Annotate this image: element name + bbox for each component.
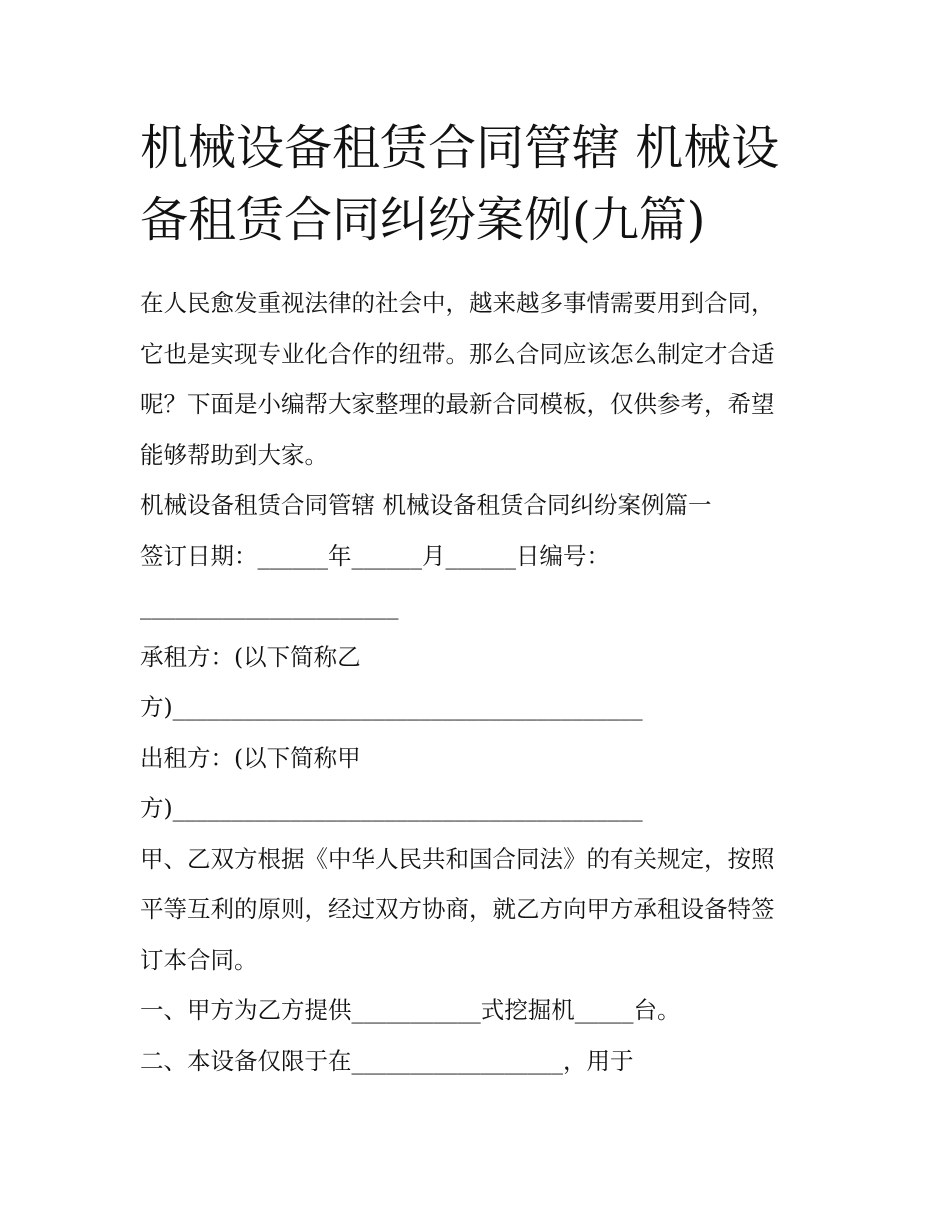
intro-line-4: 能够帮助到大家。 — [140, 440, 328, 469]
title-line-2: 备租赁合同纠纷案例(九篇) — [140, 192, 706, 248]
lessee-line-2: 方)________________________________________ — [140, 693, 643, 721]
agreement-line-1: 甲、乙双方根据《中华人民共和国合同法》的有关规定，按照 — [140, 844, 775, 873]
intro-line-2: 它也是实现专业化合作的纽带。那么合同应该怎么制定才合适 — [140, 339, 775, 368]
document-body — [140, 278, 820, 1086]
section-heading: 机械设备租赁合同管辖 机械设备租赁合同纠纷案例篇一 — [140, 491, 712, 519]
sign-number-blank: ______________________ — [140, 592, 399, 620]
lessee-line-1: 承租方：(以下简称乙 — [140, 642, 361, 671]
clause-2: 二、本设备仅限于在__________________，用于 — [140, 1046, 634, 1075]
lessor-line-2: 方)________________________________________ — [140, 794, 643, 822]
lessor-line-1: 出租方：(以下简称甲 — [140, 743, 361, 772]
clause-1: 一、甲方为乙方提供___________式挖掘机_____台。 — [140, 996, 681, 1024]
intro-line-3: 呢？下面是小编帮大家整理的最新合同模板，仅供参考，希望 — [140, 390, 775, 418]
intro-line-1: 在人民愈发重视法律的社会中，越来越多事情需要用到合同， — [140, 289, 775, 317]
agreement-line-3: 订本合同。 — [140, 945, 258, 974]
agreement-line-2: 平等互利的原则，经过双方协商，就乙方向甲方承租设备特签 — [140, 895, 775, 923]
document-title — [140, 112, 840, 256]
sign-date-line: 签订日期：______年______月______日编号： — [140, 541, 610, 570]
title-line-1: 机械设备租赁合同管辖 机械设 — [140, 120, 780, 176]
